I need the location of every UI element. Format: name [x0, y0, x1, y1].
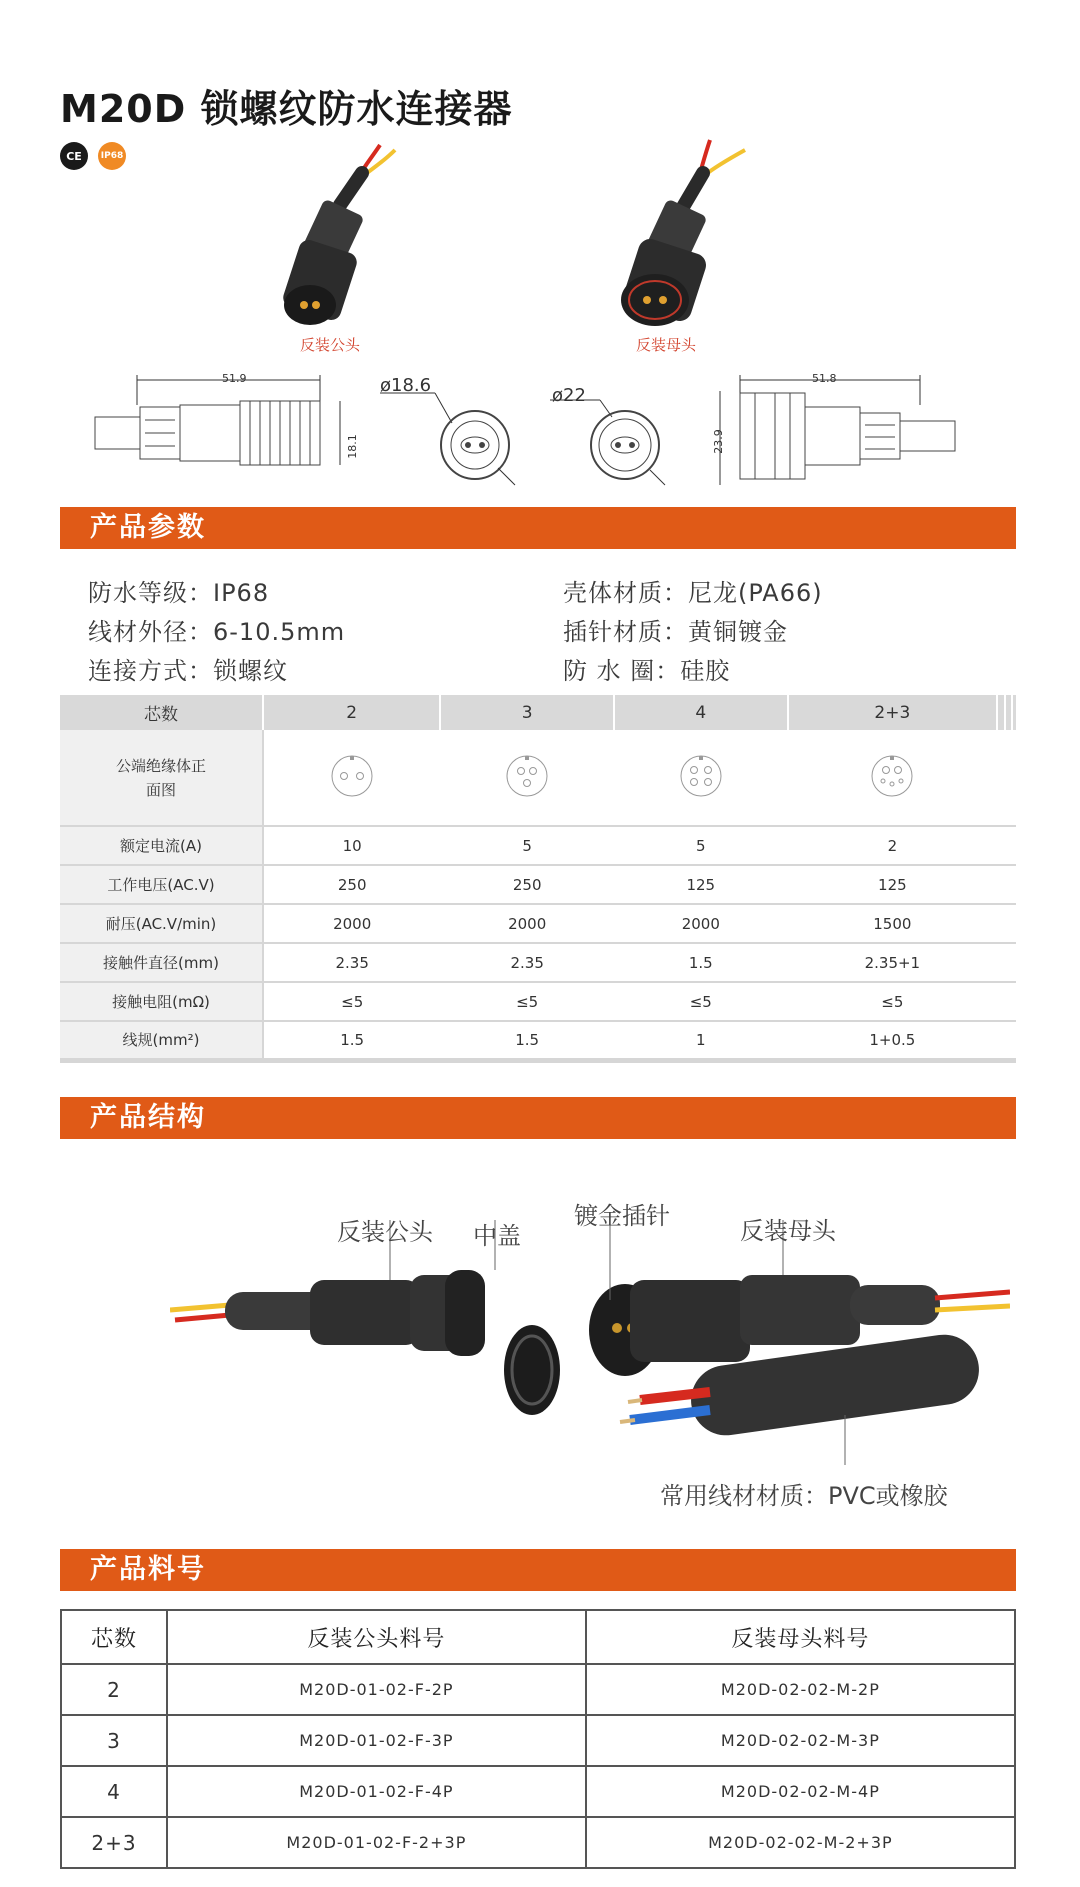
param-value: 1.5 [440, 1021, 614, 1060]
param-row [60, 826, 1016, 865]
param-value: ≤5 [614, 982, 788, 1021]
empty-cell [997, 826, 1005, 865]
spec-pin-material [563, 612, 788, 647]
param-header-cell: 2 [263, 695, 440, 730]
empty-cell [1005, 943, 1013, 982]
spec-label: 防 水 圈： [563, 657, 681, 685]
empty-cell [997, 730, 1005, 826]
spec-value: 黄铜镀金 [688, 618, 788, 646]
empty-cell [997, 904, 1005, 943]
female-height-label: 23.9 [711, 429, 725, 454]
param-value: 2000 [440, 904, 614, 943]
param-value: 2.35 [263, 943, 440, 982]
parts-header-cell: 反装公头料号 [167, 1610, 586, 1664]
table-row [61, 1664, 1015, 1715]
param-value: 250 [440, 865, 614, 904]
param-row [60, 943, 1016, 982]
face-label-text: 公端绝缘体正面图 [115, 756, 206, 799]
empty-cell [1012, 982, 1016, 1021]
empty-cell [997, 982, 1005, 1021]
param-value: 2.35+1 [788, 943, 998, 982]
param-value: 5 [440, 826, 614, 865]
param-value: 125 [614, 865, 788, 904]
spec-waterproof [88, 573, 269, 608]
female-part-number: M20D-02-02-M-2P [586, 1664, 1015, 1715]
param-header-cell: 4 [614, 695, 788, 730]
ip68-badge: IP68 [98, 142, 126, 170]
empty-cell [1012, 865, 1016, 904]
param-value: 250 [263, 865, 440, 904]
male-caption: 反装公头 [300, 336, 361, 354]
param-value: 1.5 [614, 943, 788, 982]
empty-cell [1005, 904, 1013, 943]
param-row [60, 865, 1016, 904]
parts-header-row [61, 1610, 1015, 1664]
face-4pin [614, 730, 788, 826]
female-caption: 反装母头 [636, 336, 697, 354]
spec-seal [563, 651, 730, 686]
female-part-number: M20D-02-02-M-2+3P [586, 1817, 1015, 1868]
spec-value: 尼龙(PA66) [688, 579, 823, 607]
param-header-cell: 芯数 [60, 695, 263, 730]
spec-housing [563, 573, 823, 608]
param-value: ≤5 [263, 982, 440, 1021]
male-part-number: M20D-01-02-F-2+3P [167, 1817, 586, 1868]
param-table [60, 695, 1016, 1063]
callout-gold-pin: 镀金插针 [574, 1202, 670, 1230]
callout-female-plug: 反装母头 [740, 1217, 836, 1245]
callout-middle-cap: 中盖 [473, 1222, 521, 1250]
param-value: ≤5 [440, 982, 614, 1021]
face-2pin-icon [329, 753, 375, 799]
structure-image [170, 1220, 1010, 1480]
section-params-header: 产品参数 [60, 507, 1016, 549]
face-3pin [440, 730, 614, 826]
param-header-cell [997, 695, 1005, 730]
male-part-number: M20D-01-02-F-3P [167, 1715, 586, 1766]
spec-label: 线材外径： [88, 618, 213, 646]
parts-core-count: 2 [61, 1664, 167, 1715]
empty-cell [1012, 904, 1016, 943]
section-structure-header: 产品结构 [60, 1097, 1016, 1139]
param-header-row [60, 695, 1016, 730]
param-row [60, 1021, 1016, 1060]
param-label: 额定电流(A) [60, 826, 263, 865]
param-row [60, 904, 1016, 943]
spec-label: 连接方式： [88, 657, 213, 685]
callout-male-plug: 反装公头 [337, 1218, 433, 1246]
spec-value: 锁螺纹 [213, 657, 288, 685]
section-parts-header: 产品料号 [60, 1549, 1016, 1591]
spec-value: IP68 [213, 579, 270, 607]
empty-cell [997, 1021, 1005, 1060]
parts-table [60, 1609, 1016, 1869]
empty-cell [1005, 730, 1013, 826]
param-header-cell [1005, 695, 1013, 730]
param-row [60, 982, 1016, 1021]
table-row [61, 1715, 1015, 1766]
empty-cell [1005, 1021, 1013, 1060]
spec-connection [88, 651, 288, 686]
empty-cell [1005, 982, 1013, 1021]
face-label [60, 730, 263, 826]
female-diameter-label: ø22 [552, 385, 586, 406]
male-height-label: 18.1 [345, 434, 359, 459]
param-value: ≤5 [788, 982, 998, 1021]
spec-label: 壳体材质： [563, 579, 688, 607]
empty-cell [1012, 943, 1016, 982]
spec-value: 硅胶 [680, 657, 731, 685]
param-value: 125 [788, 865, 998, 904]
female-length-label: 51.8 [812, 372, 837, 385]
page-title: M20D 锁螺纹防水连接器 [60, 87, 513, 131]
param-header-cell: 3 [440, 695, 614, 730]
param-value: 2000 [263, 904, 440, 943]
parts-core-count: 2+3 [61, 1817, 167, 1868]
param-header-cell [1012, 695, 1016, 730]
male-part-number: M20D-01-02-F-2P [167, 1664, 586, 1715]
spec-cable-od [88, 612, 345, 647]
face-2plus3pin-icon [869, 753, 915, 799]
empty-cell [1012, 730, 1016, 826]
male-length-label: 51.9 [222, 372, 247, 385]
parts-core-count: 4 [61, 1766, 167, 1817]
param-face-row [60, 730, 1016, 826]
empty-cell [1005, 865, 1013, 904]
param-value: 2000 [614, 904, 788, 943]
param-value: 1.5 [263, 1021, 440, 1060]
spec-label: 插针材质： [563, 618, 688, 646]
male-face-drawing [380, 385, 520, 495]
face-3pin-icon [504, 753, 550, 799]
empty-cell [1005, 826, 1013, 865]
empty-cell [997, 943, 1005, 982]
face-4pin-icon [678, 753, 724, 799]
male-connector-image [270, 135, 430, 335]
param-value: 1+0.5 [788, 1021, 998, 1060]
face-2plus3pin [788, 730, 998, 826]
param-value: 2 [788, 826, 998, 865]
parts-header-cell: 芯数 [61, 1610, 167, 1664]
param-label: 工作电压(AC.V) [60, 865, 263, 904]
male-diameter-label: ø18.6 [380, 375, 432, 396]
female-part-number: M20D-02-02-M-3P [586, 1715, 1015, 1766]
param-label: 耐压(AC.V/min) [60, 904, 263, 943]
male-part-number: M20D-01-02-F-4P [167, 1766, 586, 1817]
table-row [61, 1817, 1015, 1868]
spec-value: 6-10.5mm [213, 618, 346, 646]
param-label: 接触电阻(mΩ) [60, 982, 263, 1021]
female-connector-image [615, 135, 775, 335]
empty-cell [997, 865, 1005, 904]
spec-label: 防水等级： [88, 579, 213, 607]
callout-cable-material: 常用线材材质：PVC或橡胶 [660, 1482, 948, 1510]
param-header-cell: 2+3 [788, 695, 998, 730]
param-value: 1500 [788, 904, 998, 943]
parts-header-cell: 反装母头料号 [586, 1610, 1015, 1664]
ce-badge: CE [60, 142, 88, 170]
female-part-number: M20D-02-02-M-4P [586, 1766, 1015, 1817]
table-row [61, 1766, 1015, 1817]
param-label: 接触件直径(mm) [60, 943, 263, 982]
empty-cell [1012, 1021, 1016, 1060]
param-label: 线规(mm²) [60, 1021, 263, 1060]
face-2pin [263, 730, 440, 826]
param-value: 5 [614, 826, 788, 865]
param-value: 10 [263, 826, 440, 865]
parts-core-count: 3 [61, 1715, 167, 1766]
param-value: 2.35 [440, 943, 614, 982]
empty-cell [1012, 826, 1016, 865]
param-value: 1 [614, 1021, 788, 1060]
